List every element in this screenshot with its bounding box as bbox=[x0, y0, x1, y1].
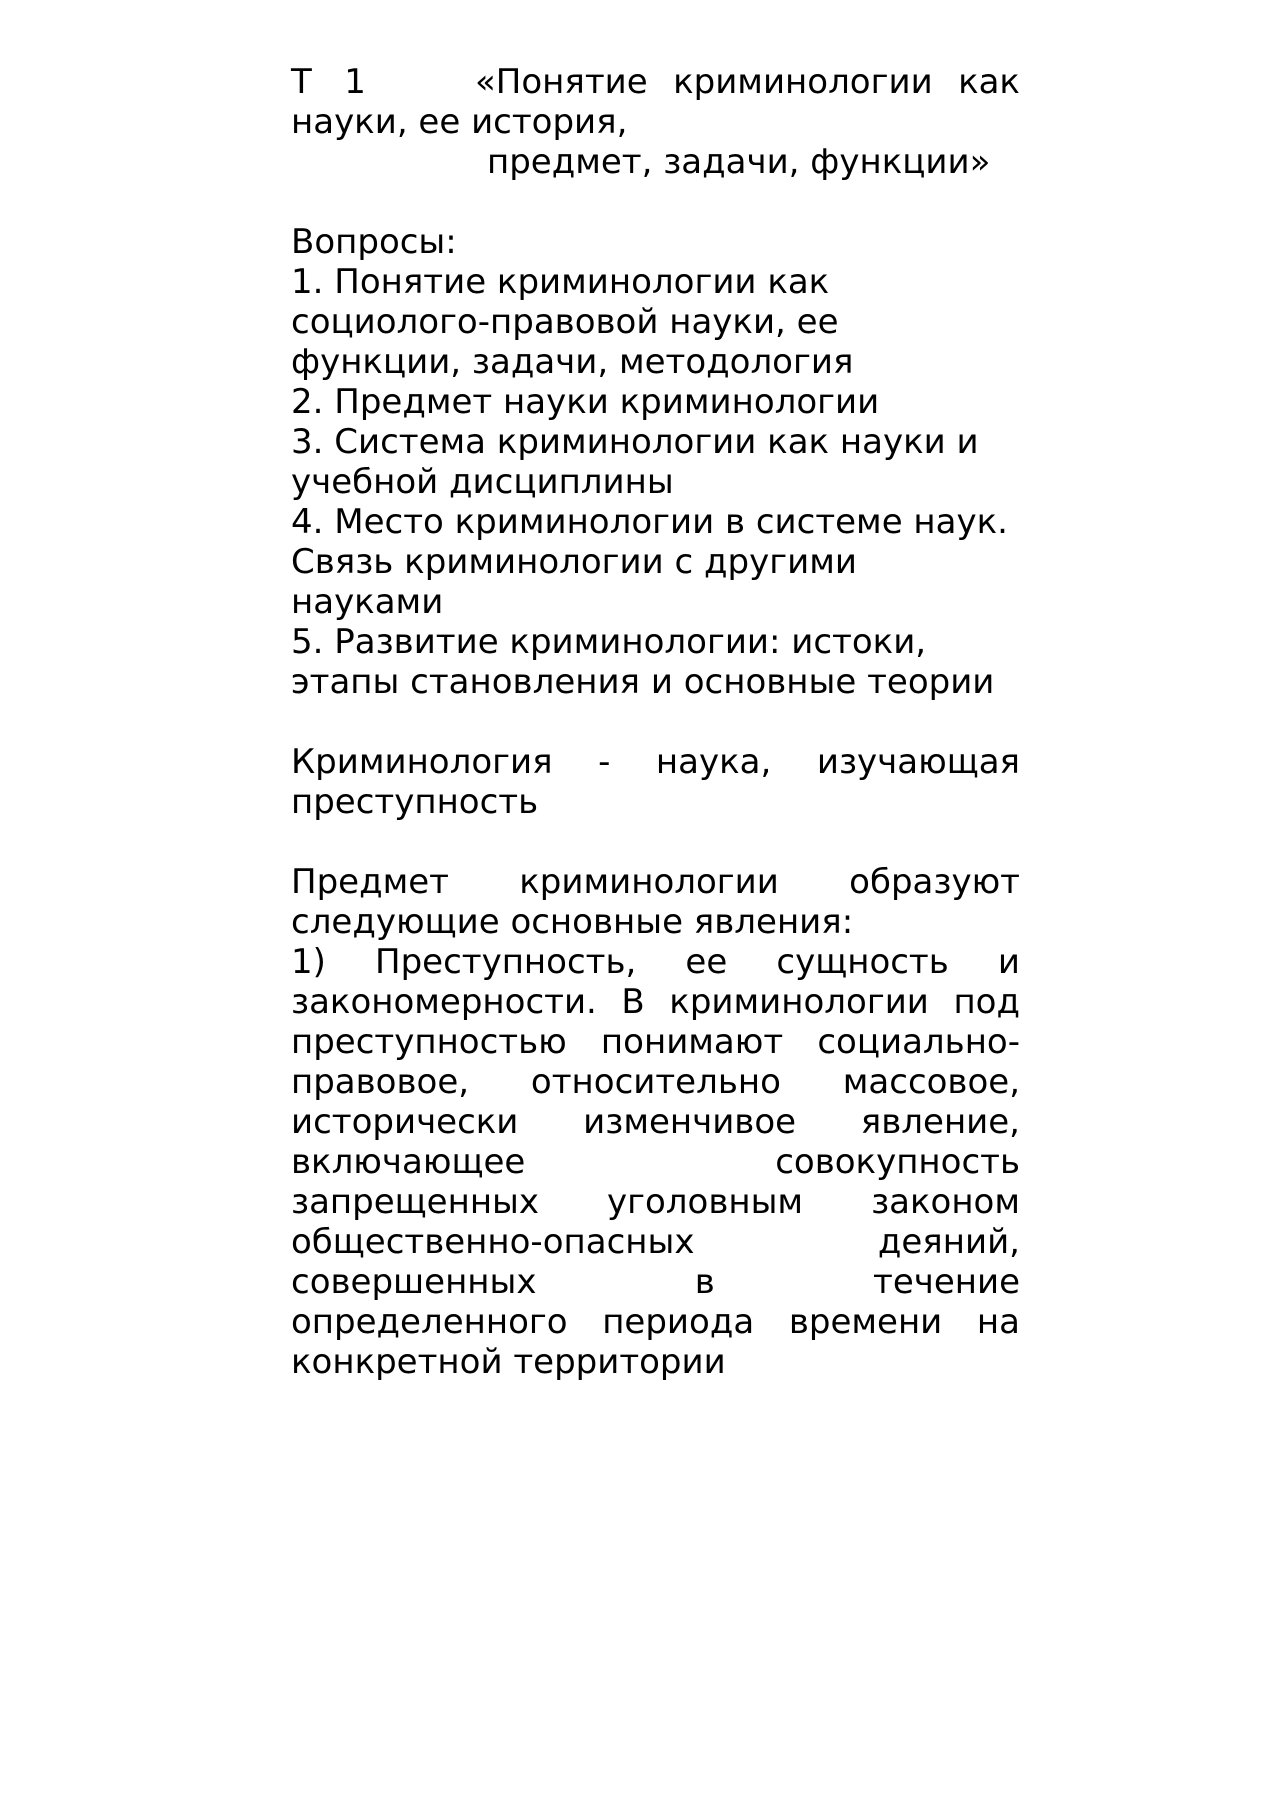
subject-line: совершенных в течение bbox=[291, 1262, 1020, 1302]
title-prefix-t: Т bbox=[291, 62, 312, 102]
definition-line: Криминология - наука, изучающая bbox=[291, 742, 1020, 782]
subject-line: 1) Преступность, ее сущность и bbox=[291, 942, 1020, 982]
definition-section bbox=[291, 742, 1020, 822]
title-line-2: науки, ее история, bbox=[291, 102, 628, 142]
subject-line: определенного периода времени на bbox=[291, 1302, 1020, 1342]
subject-line: закономерности. В криминологии под bbox=[291, 982, 1020, 1022]
title-word: как bbox=[958, 62, 1020, 102]
question-line: учебной дисциплины bbox=[291, 462, 674, 502]
question-line: социолого-правовой науки, ее bbox=[291, 302, 839, 342]
title-block bbox=[291, 62, 1020, 182]
title-line-3: предмет, задачи, функции» bbox=[487, 142, 991, 182]
subject-line: исторически изменчивое явление, bbox=[291, 1102, 1020, 1142]
title-line-1-words bbox=[475, 62, 1020, 102]
questions-heading: Вопросы: bbox=[291, 222, 457, 262]
definition-line: преступность bbox=[291, 782, 539, 822]
subject-line: общественно-опасных деяний, bbox=[291, 1222, 1020, 1262]
subject-line: запрещенных уголовным законом bbox=[291, 1182, 1020, 1222]
title-word: криминологии bbox=[673, 62, 933, 102]
question-line: 2. Предмет науки криминологии bbox=[291, 382, 880, 422]
question-line: 3. Система криминологии как науки и bbox=[291, 422, 979, 462]
subject-line: следующие основные явления: bbox=[291, 902, 854, 942]
blank-line bbox=[291, 182, 1020, 222]
title-word: «Понятие bbox=[475, 62, 648, 102]
question-line: Связь криминологии с другими bbox=[291, 542, 857, 582]
subject-line: Предмет криминологии образуют bbox=[291, 862, 1020, 902]
question-line: этапы становления и основные теории bbox=[291, 662, 995, 702]
questions-section bbox=[291, 222, 1020, 702]
subject-line-last: конкретной территории bbox=[291, 1342, 726, 1382]
blank-line bbox=[291, 822, 1020, 862]
subject-line: преступностью понимают социально- bbox=[291, 1022, 1020, 1062]
question-line: функции, задачи, методология bbox=[291, 342, 854, 382]
question-line: 4. Место криминологии в системе наук. bbox=[291, 502, 1008, 542]
blank-line bbox=[291, 702, 1020, 742]
question-line: 1. Понятие криминологии как bbox=[291, 262, 830, 302]
document-page bbox=[291, 62, 1020, 1382]
subject-line: включающее совокупность bbox=[291, 1142, 1020, 1182]
title-prefix-number: 1 bbox=[344, 62, 366, 102]
question-line: 5. Развитие криминологии: истоки, bbox=[291, 622, 927, 662]
title-line-1 bbox=[291, 62, 1020, 102]
question-line: науками bbox=[291, 582, 444, 622]
subject-section bbox=[291, 862, 1020, 1382]
title-prefix bbox=[291, 62, 366, 102]
subject-line: правовое, относительно массовое, bbox=[291, 1062, 1020, 1102]
